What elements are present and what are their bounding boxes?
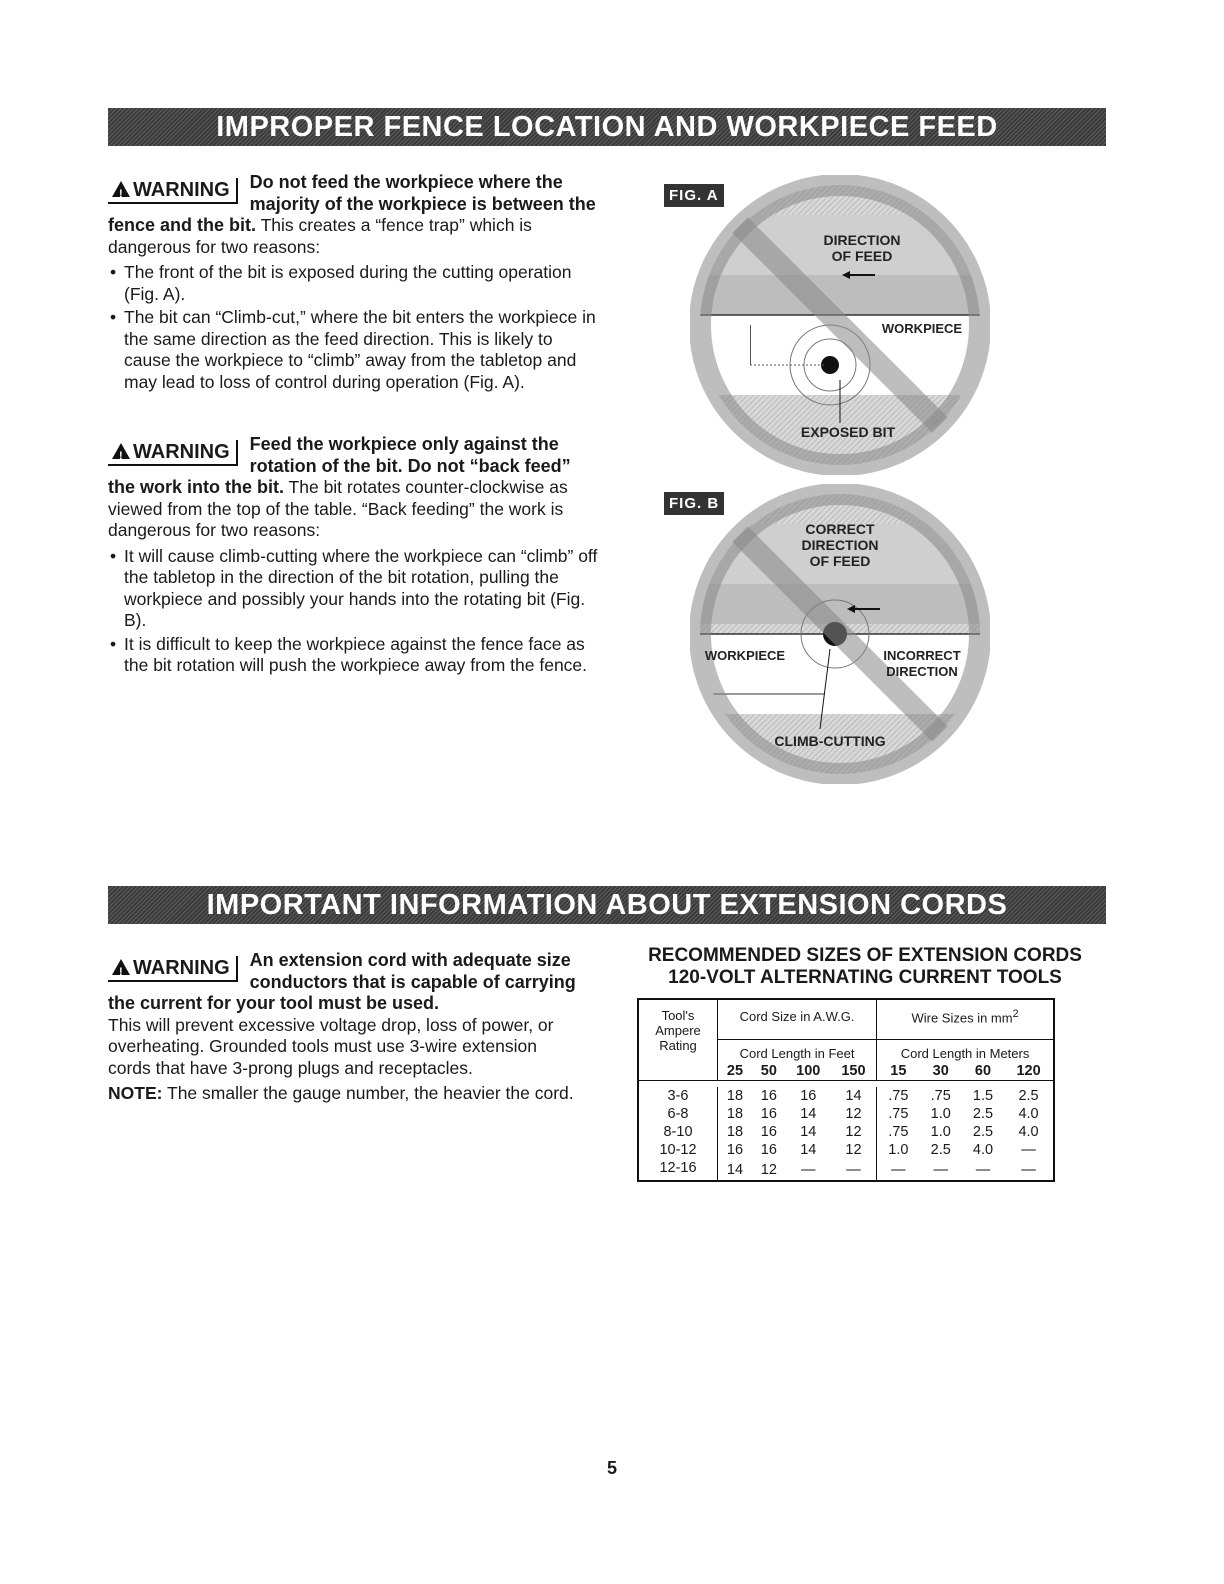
fig-b-climb-cutting-label: CLIMB-CUTTING bbox=[774, 733, 886, 749]
page-number: 5 bbox=[606, 1458, 617, 1478]
cell: 10-12 bbox=[638, 1141, 718, 1159]
bullet-item: • It will cause climb-cutting where the workpiece can “climb” off the tabletop in the direction of the bit rotation, pulling the workpiece and possibly your hands into the rotating bit (Fig. B). bbox=[108, 546, 598, 632]
feet-col: 25 bbox=[726, 1063, 744, 1080]
cell: — bbox=[801, 1161, 816, 1178]
warning-tag bbox=[108, 440, 238, 466]
cell: .75 bbox=[888, 1088, 909, 1105]
feet-col: 100 bbox=[796, 1063, 821, 1080]
note-label: NOTE: bbox=[108, 1083, 163, 1103]
meters-col: 60 bbox=[974, 1063, 992, 1080]
warning-1-bold: Do not feed the workpiece where the majority of the workpiece is between the fence and the bit. bbox=[108, 172, 596, 235]
meters-col: 120 bbox=[1016, 1063, 1041, 1080]
fig-a-exposed-bit-label: EXPOSED BIT bbox=[800, 424, 896, 440]
cell: 3-6 bbox=[638, 1087, 718, 1105]
fig-b-incorrect-label-2: DIRECTION bbox=[886, 664, 958, 679]
rating-header-line: Ampere bbox=[655, 1023, 701, 1038]
mm-header bbox=[877, 999, 1054, 1040]
rating-header bbox=[638, 999, 718, 1081]
cell: 4.0 bbox=[1018, 1106, 1039, 1123]
cell: 1.5 bbox=[972, 1088, 994, 1105]
mm-header-text: Wire Sizes in mm bbox=[911, 1010, 1013, 1026]
cell: 12-16 bbox=[638, 1159, 718, 1181]
note-text: The smaller the gauge number, the heavier the cord. bbox=[162, 1083, 574, 1103]
cell: — bbox=[831, 1159, 877, 1181]
warning-tag bbox=[108, 178, 238, 204]
awg-header: Cord Size in A.W.G. bbox=[718, 999, 877, 1040]
cell: 4.0 bbox=[972, 1142, 994, 1159]
warning-3-bold: An extension cord with adequate size conductors that is capable of carrying the current for your tool must be used. bbox=[108, 950, 576, 1013]
cell: 2.5 bbox=[930, 1142, 951, 1159]
rating-header-line: Tool's bbox=[661, 1008, 695, 1023]
cell: 2.5 bbox=[972, 1106, 994, 1123]
cell: 16 bbox=[726, 1142, 744, 1159]
warning-1-bullets bbox=[108, 262, 598, 393]
cell: 14 bbox=[800, 1142, 817, 1159]
warning-3-text: This will prevent excessive voltage drop, loss of power, or overheating. Grounded tools must use 3-wire extension cords that have 3-prong plugs and receptacles. bbox=[108, 1014, 554, 1078]
warning-block-fence-trap bbox=[108, 172, 598, 395]
cell: 8-10 bbox=[638, 1123, 718, 1141]
extension-cord-table bbox=[637, 998, 1055, 1182]
warning-2-bold: Feed the workpiece only against the rotation of the bit. Do not “back feed” the work into the bit. bbox=[108, 434, 571, 497]
fig-b-correct-label-1: CORRECT bbox=[805, 521, 875, 537]
cell: .75 bbox=[888, 1124, 909, 1141]
cell: .75 bbox=[930, 1088, 951, 1105]
cell: 16 bbox=[760, 1124, 777, 1141]
cell: — bbox=[975, 1161, 991, 1178]
cell: — bbox=[1021, 1161, 1036, 1178]
cell: 16 bbox=[800, 1088, 817, 1105]
cell: 4.0 bbox=[1018, 1124, 1039, 1141]
cell: 12 bbox=[760, 1161, 777, 1178]
feet-col: 150 bbox=[831, 1062, 877, 1081]
table-row bbox=[638, 1105, 1054, 1123]
fig-a-tag: FIG. A bbox=[664, 184, 724, 207]
meters-col: 15 bbox=[890, 1063, 907, 1080]
section-title-fence: IMPROPER FENCE LOCATION AND WORKPIECE FEED bbox=[108, 108, 1106, 146]
feet-col: 50 bbox=[760, 1063, 777, 1080]
cell: 12 bbox=[831, 1141, 877, 1159]
cell: 2.5 bbox=[972, 1124, 994, 1141]
warning-label: WARNING bbox=[133, 179, 230, 201]
fig-a-direction-label-1: DIRECTION bbox=[823, 232, 901, 248]
warning-tag bbox=[108, 956, 238, 982]
meters-header: Cord Length in Meters bbox=[900, 1046, 1030, 1062]
cell: — bbox=[891, 1161, 906, 1178]
warning-label: WARNING bbox=[133, 957, 230, 979]
warning-triangle-icon bbox=[112, 181, 130, 197]
warning-1-text: This creates a “fence trap” which is dangerous for two reasons: bbox=[108, 215, 532, 257]
fig-a-workpiece-label: WORKPIECE bbox=[881, 321, 963, 336]
cell: — bbox=[933, 1161, 948, 1178]
table-row bbox=[638, 1141, 1054, 1159]
cell: .75 bbox=[888, 1106, 909, 1123]
fig-a-direction-label-2: OF FEED bbox=[831, 248, 893, 264]
fig-b-tag: FIG. B bbox=[664, 492, 724, 515]
cell: 14 bbox=[831, 1087, 877, 1105]
fig-a-illustration bbox=[690, 175, 990, 475]
fig-b-workpiece-label: WORKPIECE bbox=[704, 648, 786, 663]
cell: 12 bbox=[831, 1123, 877, 1141]
meters-col: 30 bbox=[932, 1063, 949, 1080]
fig-b-illustration bbox=[690, 484, 990, 784]
warning-2-bullets bbox=[108, 546, 598, 677]
cell: 18 bbox=[726, 1088, 744, 1105]
cell: 1.0 bbox=[930, 1124, 951, 1141]
section-title-cords: IMPORTANT INFORMATION ABOUT EXTENSION CORDS bbox=[108, 886, 1106, 924]
fig-b-correct-label-2: DIRECTION bbox=[801, 537, 879, 553]
bullet-item: • The bit can “Climb-cut,” where the bit enters the workpiece in the same direction as the feed direction. This is likely to cause the workpiece to “climb” away from the tabletop and may lead to loss of control during operation (Fig. A). bbox=[108, 307, 598, 393]
table-row bbox=[638, 1159, 1054, 1181]
cell: 14 bbox=[726, 1161, 744, 1178]
warning-triangle-icon bbox=[112, 443, 130, 459]
cell: 1.0 bbox=[930, 1106, 951, 1123]
table-row bbox=[638, 1123, 1054, 1141]
bullet-item: • The front of the bit is exposed during the cutting operation (Fig. A). bbox=[108, 262, 598, 305]
table-title-2: 120-VOLT ALTERNATING CURRENT TOOLS bbox=[668, 967, 1062, 988]
cell: 16 bbox=[760, 1142, 777, 1159]
cell: 14 bbox=[800, 1106, 817, 1123]
warning-label: WARNING bbox=[133, 441, 230, 463]
table-title-1: RECOMMENDED SIZES OF EXTENSION CORDS bbox=[648, 945, 1082, 966]
cell: 6-8 bbox=[638, 1105, 718, 1123]
bullet-item: • It is difficult to keep the workpiece against the fence face as the bit rotation will push the workpiece away from the fence. bbox=[108, 634, 598, 677]
cell: 2.5 bbox=[1018, 1088, 1039, 1105]
warning-block-extension-cord bbox=[108, 950, 578, 1105]
rating-header-line: Rating bbox=[659, 1038, 697, 1053]
cell: 1.0 bbox=[888, 1142, 909, 1159]
cell: 16 bbox=[760, 1106, 777, 1123]
warning-triangle-icon bbox=[112, 959, 130, 975]
warning-2-text: The bit rotates counter-clockwise as viewed from the top of the table. “Back feeding” the work is dangerous for two reasons: bbox=[108, 477, 568, 540]
cell: 18 bbox=[726, 1106, 744, 1123]
cell: 18 bbox=[726, 1124, 744, 1141]
cell: 16 bbox=[760, 1088, 777, 1105]
warning-block-back-feed bbox=[108, 434, 598, 679]
cell: — bbox=[1021, 1142, 1036, 1159]
fig-b-correct-label-3: OF FEED bbox=[809, 553, 871, 569]
table-row bbox=[638, 1087, 1054, 1105]
mm-header-sup: 2 bbox=[1012, 1008, 1019, 1020]
cell: 14 bbox=[800, 1124, 817, 1141]
cell: 12 bbox=[831, 1105, 877, 1123]
feet-header: Cord Length in Feet bbox=[718, 1040, 877, 1063]
fig-b-incorrect-label-1: INCORRECT bbox=[883, 648, 961, 663]
